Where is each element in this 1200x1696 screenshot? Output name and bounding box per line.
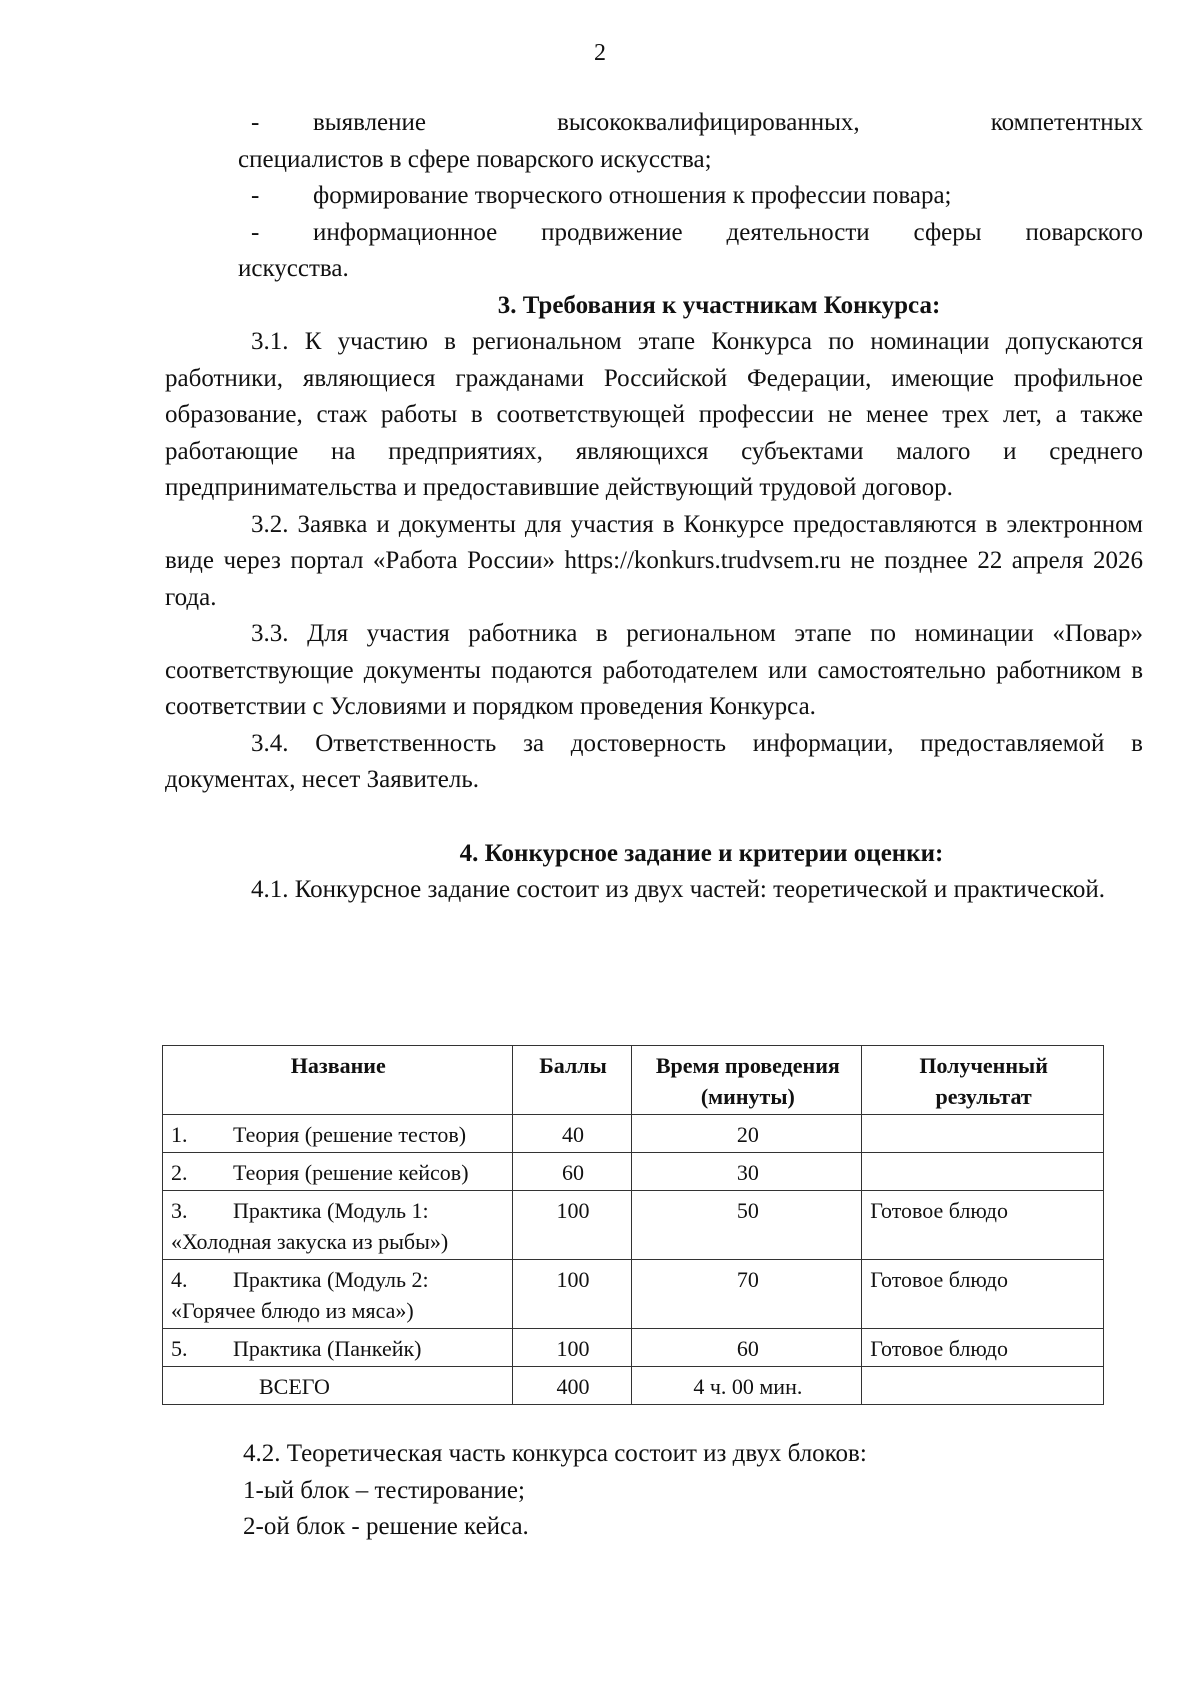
- total-result: [862, 1367, 1104, 1405]
- bullet-text: формирование творческого отношения к профессии повара;: [313, 182, 952, 209]
- row-number: 4.: [171, 1267, 188, 1292]
- row-name-cell: [163, 1260, 513, 1329]
- row-number: 2.: [171, 1160, 188, 1185]
- bullet-dash: -: [251, 182, 260, 209]
- row-name-cell: [163, 1191, 513, 1260]
- table-row: [163, 1191, 1104, 1260]
- paragraph-4-2: 4.2. Теоретическая часть конкурса состоит из двух блоков:: [243, 1440, 867, 1467]
- row-time: 20: [632, 1115, 862, 1153]
- total-time: 4 ч. 00 мин.: [632, 1367, 862, 1405]
- bullet-word: высококвалифицированных,: [557, 109, 860, 136]
- bullet-word: компетентных: [990, 109, 1143, 136]
- row-name-line-2: «Горячее блюдо из мяса»): [171, 1298, 414, 1323]
- paragraph-3-1: 3.1. К участию в региональном этапе Конкурса по номинации допускаются работники, являющиеся гражданами Российской Федерации, имеющие профильное образование, стаж работы в соответствующей профессии не менее трех лет, а также работающие на предприятиях, являющихся субъектами малого и среднего предпринимательства и предоставившие действующий трудовой договор.: [165, 328, 1143, 501]
- table-row: [163, 1115, 1104, 1153]
- row-result: Готовое блюдо: [862, 1329, 1104, 1367]
- row-name: Теория (решение кейсов): [233, 1160, 469, 1185]
- row-points: 60: [512, 1153, 632, 1191]
- section-4-heading: 4. Конкурсное задание и критерии оценки:: [459, 839, 944, 867]
- row-number: 1.: [171, 1122, 188, 1147]
- paragraph-3-2: 3.2. Заявка и документы для участия в Конкурсе предоставляются в электронном виде через портал «Работа России» https://konkurs.trudvsem.ru не позднее 22 апреля 2026 года.: [165, 510, 1143, 611]
- row-name: Практика (Модуль 2:: [233, 1267, 429, 1292]
- row-time: 60: [632, 1329, 862, 1367]
- row-time: 70: [632, 1260, 862, 1329]
- row-name-cell: [163, 1115, 513, 1153]
- row-name: Практика (Панкейк): [233, 1336, 422, 1361]
- bullet-word: выявление: [313, 109, 427, 136]
- row-time: 50: [632, 1191, 862, 1260]
- table-header-row: [163, 1046, 1104, 1115]
- row-number: 3.: [171, 1198, 188, 1223]
- row-points: 100: [512, 1329, 632, 1367]
- table-row: [163, 1260, 1104, 1329]
- header-result-line-1: Полученный: [919, 1053, 1048, 1078]
- header-result-line-2: результат: [935, 1084, 1032, 1109]
- row-points: 100: [512, 1260, 632, 1329]
- block-2-line: 2-ой блок - решение кейса.: [243, 1513, 529, 1540]
- bullet-dash: -: [251, 218, 260, 246]
- paragraph-3-4: 3.4. Ответственность за достоверность информации, предоставляемой в документах, несет Заявитель.: [165, 729, 1143, 793]
- row-result: [862, 1115, 1104, 1153]
- header-time: [632, 1046, 862, 1115]
- row-points: 100: [512, 1191, 632, 1260]
- row-name-cell: [163, 1329, 513, 1367]
- row-name: Теория (решение тестов): [233, 1122, 467, 1147]
- bullet-text: информационное продвижение деятельности сферы поварского: [313, 218, 1143, 246]
- paragraph-3-3: 3.3. Для участия работника в региональном этапе по номинации «Повар» соответствующие документы подаются работодателем или самостоятельно работником в соответствии с Условиями и порядком проведения Конкурса.: [165, 620, 1143, 720]
- row-result: [862, 1153, 1104, 1191]
- page-number: 2: [594, 40, 606, 66]
- row-result: Готовое блюдо: [862, 1191, 1104, 1260]
- bullet-item-3-continuation: искусства.: [238, 255, 349, 282]
- row-time: 30: [632, 1153, 862, 1191]
- document-body: [165, 105, 1143, 909]
- row-points: 40: [512, 1115, 632, 1153]
- row-number: 5.: [171, 1336, 188, 1361]
- header-name: Название: [163, 1046, 513, 1115]
- table-total-row: [163, 1367, 1104, 1405]
- row-name-line-2: «Холодная закуска из рыбы»): [171, 1229, 449, 1254]
- contest-task-table: [162, 1045, 1104, 1405]
- bullet-item-2: [165, 178, 1143, 215]
- row-result: Готовое блюдо: [862, 1260, 1104, 1329]
- table-row: [163, 1329, 1104, 1367]
- bullet-item-3: [165, 215, 1143, 252]
- after-table-text: [243, 1436, 867, 1546]
- block-1-line: 1-ый блок – тестирование;: [243, 1476, 525, 1504]
- total-points: 400: [512, 1367, 632, 1405]
- row-name: Практика (Модуль 1:: [233, 1198, 429, 1223]
- total-label: ВСЕГО: [163, 1367, 513, 1405]
- table-row: [163, 1153, 1104, 1191]
- section-3-heading: 3. Требования к участникам Конкурса:: [497, 291, 941, 319]
- paragraph-4-1: 4.1. Конкурсное задание состоит из двух частей: теоретической и практической.: [251, 876, 1106, 903]
- header-result: [862, 1046, 1104, 1115]
- bullet-item-1: [165, 105, 1143, 142]
- row-name-cell: [163, 1153, 513, 1191]
- header-time-line-2: (минуты): [700, 1084, 795, 1109]
- header-time-line-1: Время проведения: [655, 1053, 840, 1078]
- bullet-item-1-continuation: специалистов в сфере поварского искусства;: [238, 145, 712, 173]
- bullet-dash: -: [251, 109, 260, 136]
- header-points: Баллы: [512, 1046, 632, 1115]
